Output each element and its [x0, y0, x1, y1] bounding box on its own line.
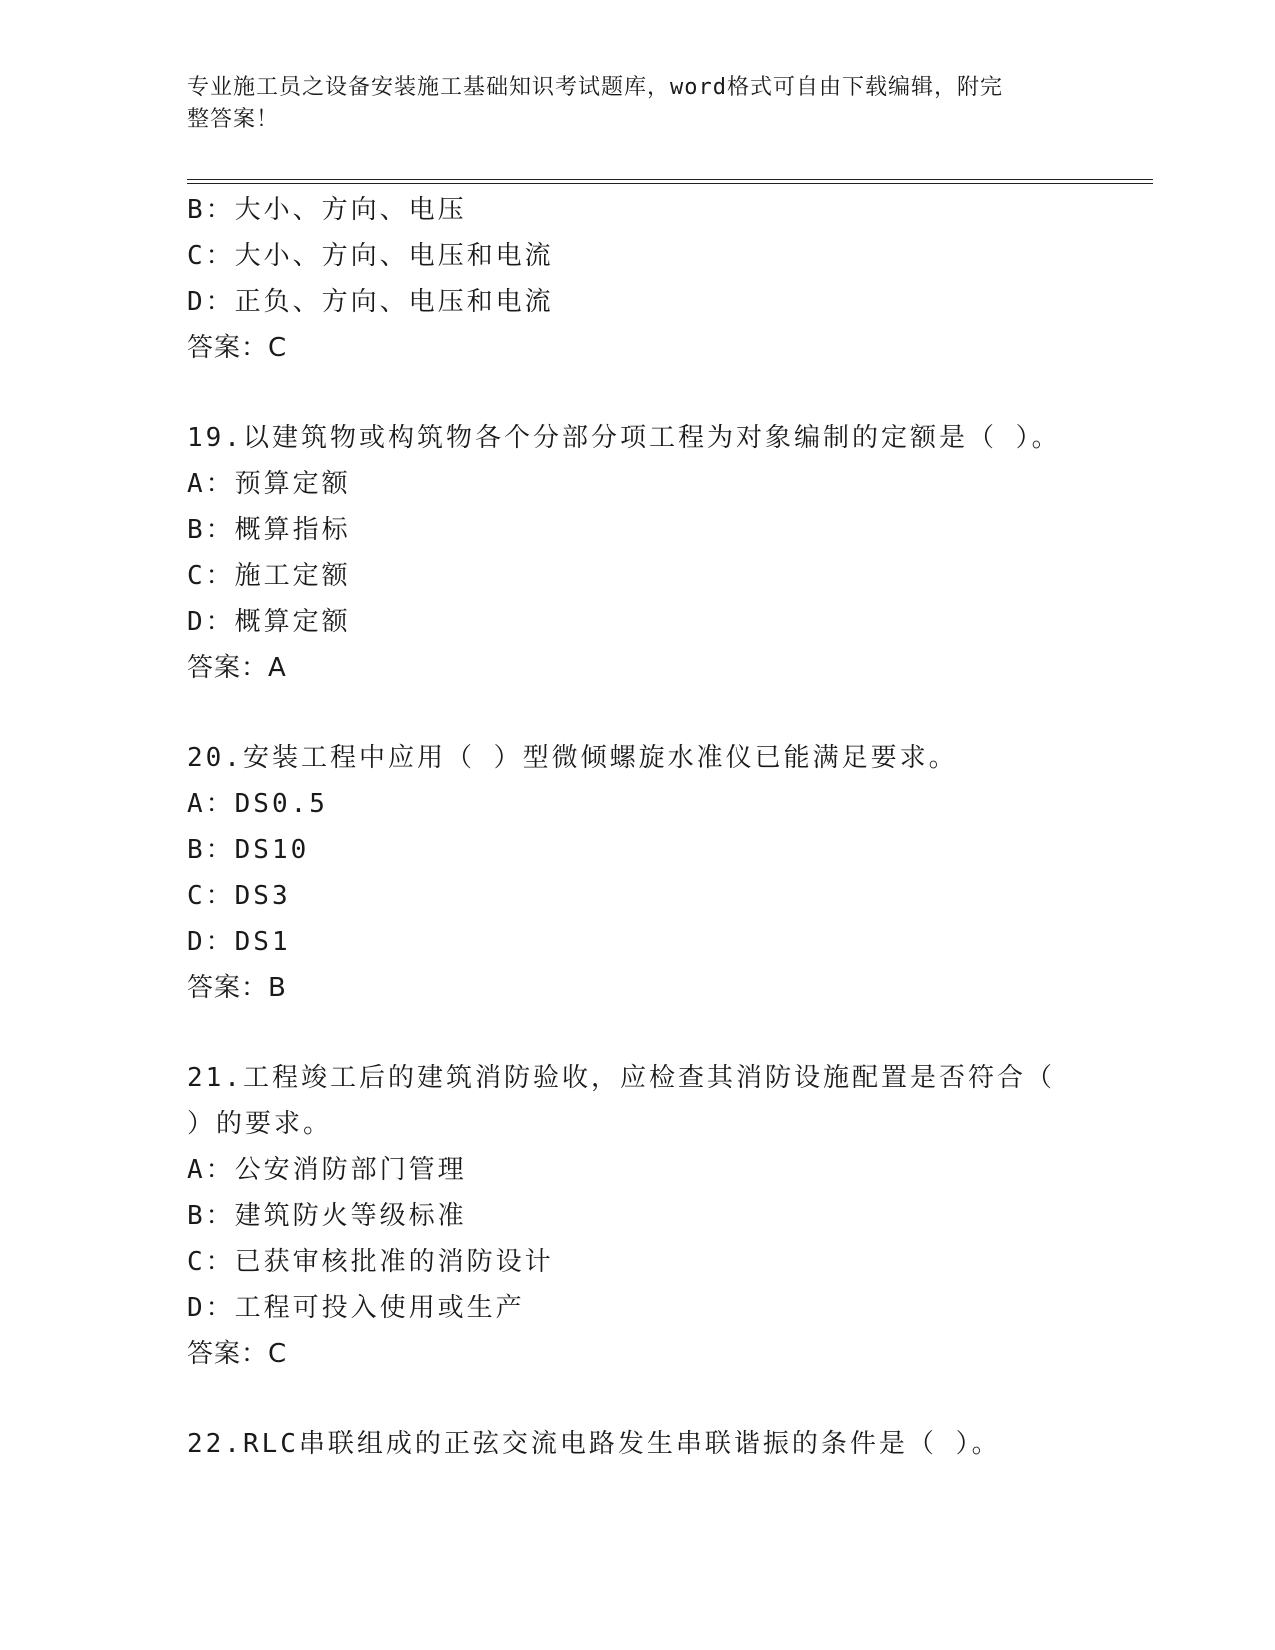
option-c: C：大小、方向、电压和电流 — [187, 241, 554, 271]
option-b: B：DS10 — [187, 835, 310, 865]
question-text-continued: ）的要求。 — [187, 1109, 333, 1139]
question-block-21 — [187, 1055, 1153, 1377]
header-rule-bottom — [187, 183, 1153, 184]
header-line-2: 整答案！ — [187, 107, 280, 132]
option-a: A：预算定额 — [187, 469, 351, 499]
header-rule-top — [187, 179, 1153, 180]
option-b: B：建筑防火等级标准 — [187, 1201, 467, 1231]
question-text: 21.工程竣工后的建筑消防验收，应检查其消防设施配置是否符合（ — [187, 1063, 1055, 1093]
answer-line: 答案：C — [187, 1339, 288, 1369]
header-line-1: 专业施工员之设备安装施工基础知识考试题库，word格式可自由下载编辑，附完 — [187, 75, 1003, 100]
question-text: 19.以建筑物或构筑物各个分部分项工程为对象编制的定额是（ ）。 — [187, 423, 1061, 453]
option-a: A：DS0.5 — [187, 789, 328, 819]
option-d: D：DS1 — [187, 927, 291, 957]
question-block-18-continued — [187, 187, 1153, 371]
option-b: B：大小、方向、电压 — [187, 195, 467, 225]
answer-line: 答案：C — [187, 333, 288, 363]
question-block-22 — [187, 1421, 1153, 1467]
question-block-20 — [187, 735, 1153, 1011]
question-text: 20.安装工程中应用（ ）型微倾螺旋水准仪已能满足要求。 — [187, 743, 958, 773]
option-d: D：工程可投入使用或生产 — [187, 1293, 525, 1323]
question-block-19 — [187, 415, 1153, 691]
option-c: C：已获审核批准的消防设计 — [187, 1247, 554, 1277]
question-text: 22.RLC串联组成的正弦交流电路发生串联谐振的条件是（ ）。 — [187, 1429, 1001, 1459]
option-d: D：正负、方向、电压和电流 — [187, 287, 554, 317]
answer-line: 答案：A — [187, 653, 287, 683]
option-c: C：施工定额 — [187, 561, 351, 591]
option-a: A：公安消防部门管理 — [187, 1155, 467, 1185]
option-c: C：DS3 — [187, 881, 291, 911]
question-list — [187, 187, 1153, 1467]
option-b: B：概算指标 — [187, 515, 351, 545]
answer-line: 答案：B — [187, 973, 287, 1003]
option-d: D：概算定额 — [187, 607, 351, 637]
document-header — [187, 72, 1067, 136]
